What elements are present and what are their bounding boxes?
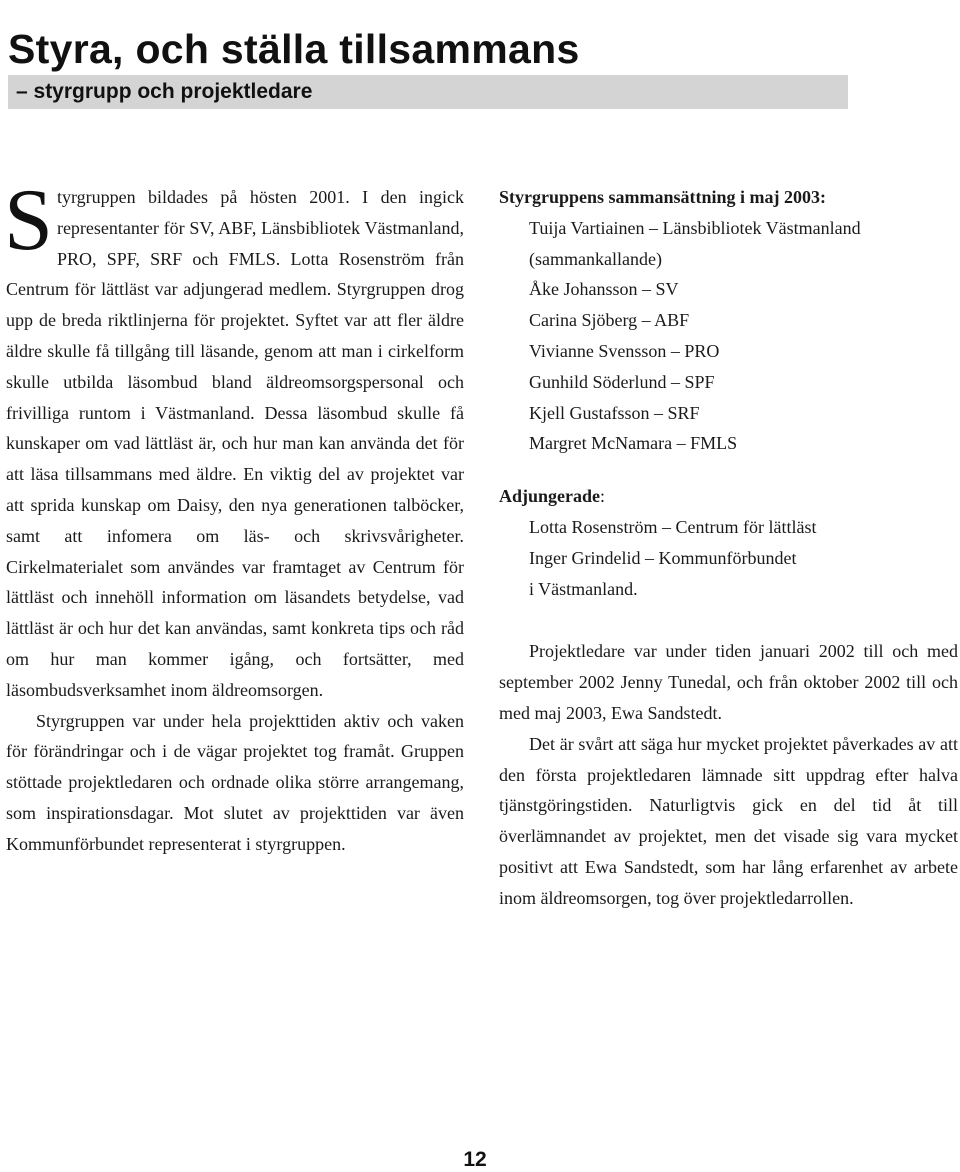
page-title: Styra, och ställa tillsammans bbox=[8, 26, 580, 73]
leader-change-paragraph: Det är svårt att säga hur mycket projektet påverkades av att den första projektledaren lämnade sitt uppdrag efter halva tjänstgöringstiden. Naturligtvis gick en del tid åt till överlämnandet av projektet, men det visade sig vara mycket positivt att Ewa Sandstedt, som har lång erfarenhet av arbete inom äldreomsorgen, tog över projektledarrollen. bbox=[499, 733, 958, 908]
composition-heading: Styrgruppens sammansättning i maj 2003: bbox=[499, 187, 827, 207]
spacer bbox=[499, 604, 958, 636]
adjunct-heading: Adjungerade bbox=[499, 486, 601, 507]
steering-group-paragraph: Styrgruppen var under hela projekttiden aktiv och vaken för förändringar och i de vägar projektet tog framåt. Gruppen stöttade projektledaren och ordnade olika större arrangemang, som inspirationsdagar. Mot slutet av projekttiden var även Kommunförbundet representerat i styrgruppen. bbox=[6, 710, 464, 854]
list-item: i Västmanland. bbox=[529, 578, 638, 599]
intro-paragraph-text: tyrgruppen bildades på hösten 2001. I den ingick representanter för SV, ABF, Länsbibliotek Västmanland, PRO, SPF, SRF och FMLS. Lotta Rosenström från Centrum för lättläst var adjungerad medlem. Styrgruppen drog upp de breda riktlinjerna för projektet. Syftet var att fler äldre äldre skulle få tillgång till läsande, genom att man i cirkelform skulle utbilda läsombud bland äldreomsorgspersonal och frivilliga runtom i Västmanland. Dessa läsombud skulle få kunskaper om vad lättläst är, och hur man kan använda det för att läsa tillsammans med äldre. En viktig del av projektet var att sprida kunskap om Daisy, den nya generationen talböcker, samt att infomera om läs- och skrivsvårigheter. Cirkelmaterialet som användes var framtaget av Centrum för lättläst och innehöll information om läsandets betydelse, vad lättläst är och hur det kan användas, samt konkreta tips och råd om hur man kommer igång, och fortsätter, med läsombudsverksamhet inom äldreomsorgen. bbox=[6, 187, 464, 700]
list-item: Lotta Rosenström – Centrum för lättläst bbox=[529, 516, 817, 537]
list-item: Margret McNamara – FMLS bbox=[529, 433, 738, 454]
member-list bbox=[499, 213, 958, 459]
page-number: 12 bbox=[463, 1148, 487, 1171]
list-item: Gunhild Söderlund – SPF bbox=[529, 371, 715, 392]
adjunct-list bbox=[499, 512, 958, 604]
page-subtitle: – styrgrupp och projektledare bbox=[16, 80, 313, 103]
spacer bbox=[499, 459, 958, 481]
list-item: (sammankallande) bbox=[529, 248, 662, 269]
intro-paragraph bbox=[4, 172, 464, 706]
list-item: Tuija Vartiainen – Länsbibliotek Västmanland bbox=[529, 217, 861, 238]
adjunct-heading-line bbox=[499, 481, 958, 512]
list-item: Carina Sjöberg – ABF bbox=[529, 310, 690, 331]
list-item: Kjell Gustafsson – SRF bbox=[529, 402, 700, 423]
subtitle-bar bbox=[8, 75, 848, 109]
drop-cap: S bbox=[4, 172, 53, 269]
list-item: Inger Grindelid – Kommunförbundet bbox=[529, 547, 797, 568]
list-item: Åke Johansson – SV bbox=[529, 279, 679, 300]
adjunct-colon: : bbox=[600, 486, 606, 507]
right-column bbox=[499, 182, 958, 914]
project-leaders-paragraph: Projektledare var under tiden januari 2002 till och med september 2002 Jenny Tunedal, och från oktober 2002 till och med maj 2003, Ewa Sandstedt. bbox=[499, 641, 958, 723]
left-column bbox=[4, 172, 464, 860]
list-item: Vivianne Svensson – PRO bbox=[529, 340, 720, 361]
